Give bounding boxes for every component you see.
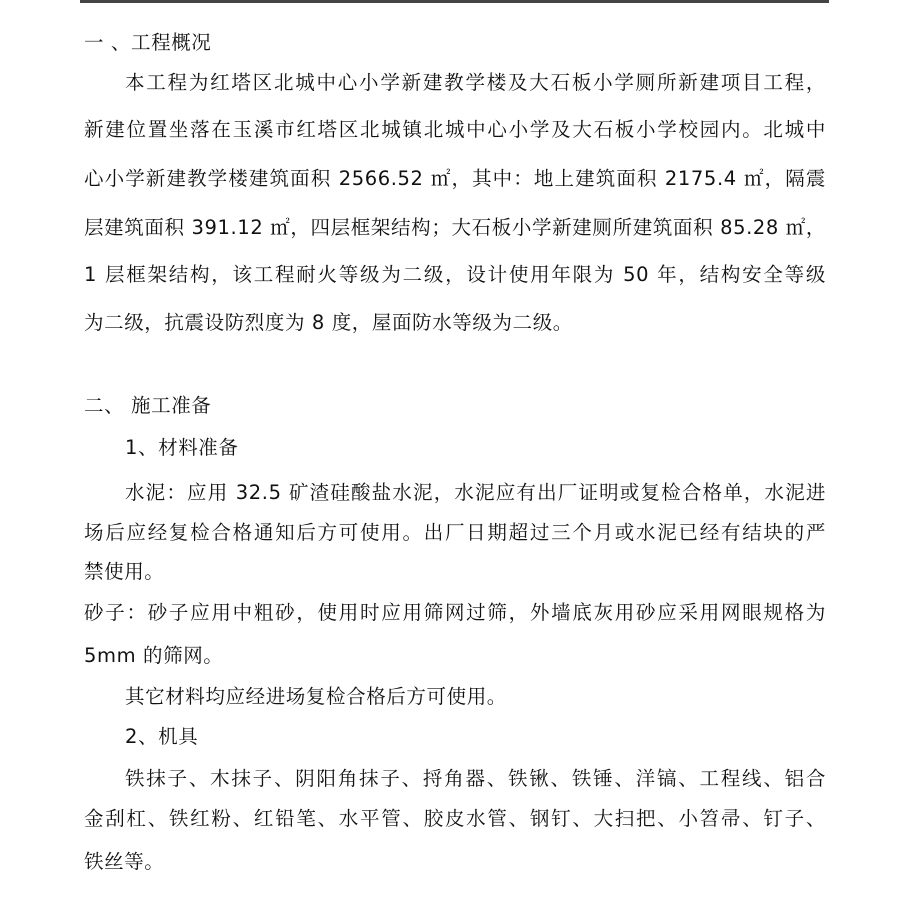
cement-line: 禁使用。 bbox=[84, 560, 165, 583]
subsection-title-tools: 2、机具 bbox=[125, 725, 199, 748]
sand-line: 5mm 的筛网。 bbox=[84, 644, 224, 667]
paragraph-line: 本工程为红塔区北城中心小学新建教学楼及大石板小学厕所新建项目工程， bbox=[125, 71, 826, 94]
paragraph-line: 为二级，抗震设防烈度为 8 度，屋面防水等级为二级。 bbox=[84, 311, 573, 334]
tools-line: 铁丝等。 bbox=[84, 850, 165, 873]
cement-line: 水泥：应用 32.5 矿渣硅酸盐水泥，水泥应有出厂证明或复检合格单，水泥进 bbox=[125, 481, 826, 504]
section-2-heading: 二、 施工准备 bbox=[84, 394, 212, 417]
cement-line: 场后应经复检合格通知后方可使用。出厂日期超过三个月或水泥已经有结块的严 bbox=[84, 521, 826, 544]
other-materials-line: 其它材料均应经进场复检合格后方可使用。 bbox=[125, 685, 507, 708]
tools-line: 铁抹子、木抹子、阴阳角抹子、捋角器、铁锹、铁锤、洋镐、工程线、铝合 bbox=[125, 767, 826, 790]
sand-line: 砂子：砂子应用中粗砂，使用时应用筛网过筛，外墙底灰用砂应采用网眼规格为 bbox=[84, 601, 826, 624]
paragraph-line: 1 层框架结构，该工程耐火等级为二级，设计使用年限为 50 年，结构安全等级 bbox=[84, 263, 826, 286]
tools-line: 金刮杠、铁红粉、红铅笔、水平管、胶皮水管、钢钉、大扫把、小笤帚、钉子、 bbox=[84, 807, 826, 830]
subsection-title-materials: 1、材料准备 bbox=[125, 436, 239, 459]
paragraph-line: 心小学新建教学楼建筑面积 2566.52 ㎡，其中：地上建筑面积 2175.4 ㎡，隔震 bbox=[84, 167, 826, 190]
paragraph-line: 新建位置坐落在玉溪市红塔区北城镇北城中心小学及大石板小学校园内。北城中 bbox=[84, 118, 826, 141]
paragraph-line: 层建筑面积 391.12 ㎡，四层框架结构；大石板小学新建厕所建筑面积 85.28 ㎡， bbox=[84, 216, 826, 239]
section-1-heading: 一 、工程概况 bbox=[84, 31, 212, 54]
